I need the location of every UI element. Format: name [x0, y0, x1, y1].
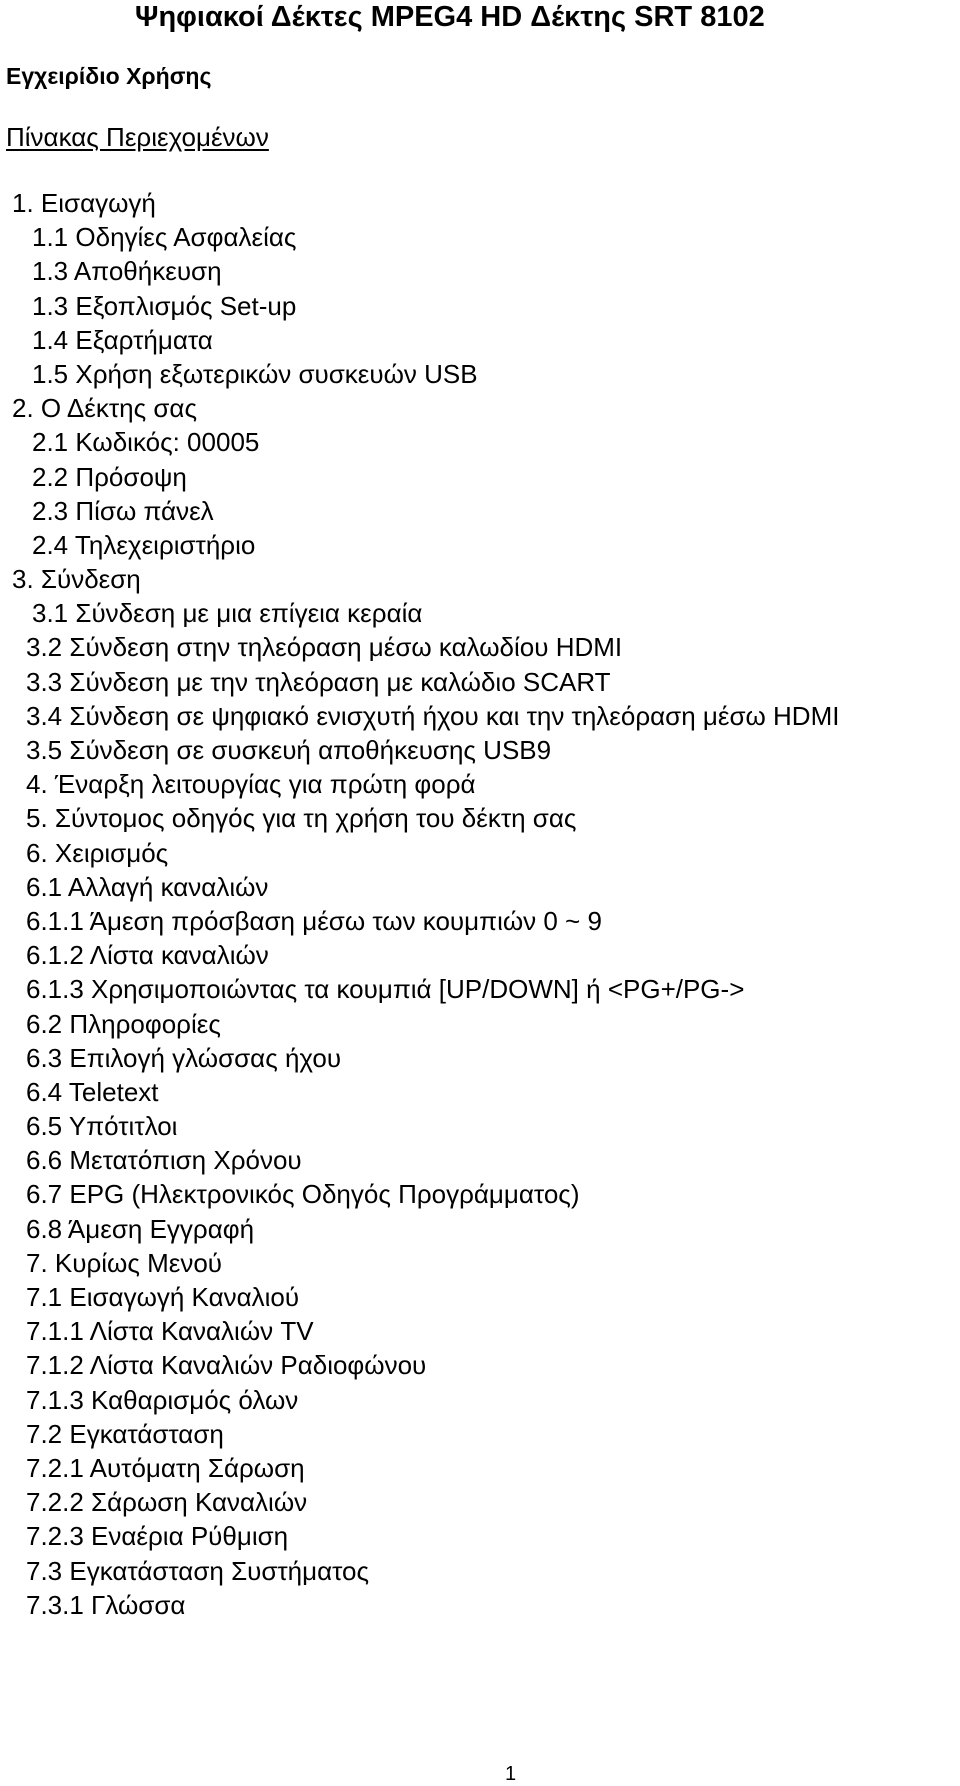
toc-item: 6.4 Teletext — [26, 1076, 159, 1107]
toc-item: 7.1.1 Λίστα Καναλιών TV — [26, 1316, 314, 1347]
toc-item: 1.5 Χρήση εξωτερικών συσκευών USB — [32, 358, 478, 389]
toc-item: 6.3 Επιλογή γλώσσας ήχου — [26, 1042, 342, 1073]
toc-item: 2.1 Κωδικός: 00005 — [32, 427, 260, 458]
toc-item: 4. Έναρξη λειτουργίας για πρώτη φορά — [26, 769, 476, 800]
toc-item: 2.2 Πρόσοψη — [32, 461, 187, 492]
page-number: 1 — [505, 1763, 517, 1785]
toc-item: 2.4 Τηλεχειριστήριο — [32, 529, 256, 560]
toc-item: 7.3 Εγκατάσταση Συστήματος — [26, 1555, 370, 1586]
toc-item: 3.3 Σύνδεση με την τηλεόραση με καλώδιο SCART — [26, 666, 611, 697]
toc-item: 3.5 Σύνδεση σε συσκευή αποθήκευσης USB9 — [26, 735, 552, 765]
toc-item: 7.3.1 Γλώσσα — [26, 1589, 186, 1620]
toc-item: 7.1.2 Λίστα Καναλιών Ραδιοφώνου — [26, 1350, 427, 1381]
toc-item: 1. Εισαγωγή — [12, 188, 156, 218]
toc-item: 2.3 Πίσω πάνελ — [32, 495, 214, 526]
toc-item: 6. Χειρισμός — [26, 837, 169, 868]
toc-item: 7.2.2 Σάρωση Καναλιών — [26, 1487, 308, 1518]
toc-item: 6.1.3 Χρησιμοποιώντας τα κουμπιά [UP/DOWN] ή <PG+/PG-> — [26, 974, 745, 1005]
toc-item: 7.1 Εισαγωγή Καναλιού — [26, 1282, 300, 1312]
toc-item: 5. Σύντομος οδηγός για τη χρήση του δέκτη σας — [26, 803, 577, 834]
toc-item: 7.2 Εγκατάσταση — [26, 1418, 224, 1449]
toc-item: 1.3 Εξοπλισμός Set-up — [32, 290, 297, 321]
toc-item: 6.7 EPG (Ηλεκτρονικός Οδηγός Προγράμματος) — [26, 1179, 580, 1210]
toc-item: 6.6 Μετατόπιση Χρόνου — [26, 1145, 302, 1176]
document-title: Ψηφιακοί Δέκτες MPEG4 HD Δέκτης SRT 8102 — [135, 1, 765, 33]
toc-item: 6.2 Πληροφορίες — [26, 1008, 221, 1039]
toc-item: 6.8 Άμεση Εγγραφή — [26, 1213, 255, 1244]
toc-item: 7.1.3 Καθαρισμός όλων — [26, 1384, 299, 1415]
toc-item: 3. Σύνδεση — [12, 564, 141, 595]
toc-item: 1.3 Αποθήκευση — [32, 256, 222, 287]
toc-item: 3.2 Σύνδεση στην τηλεόραση μέσω καλωδίου HDMI — [26, 632, 623, 663]
toc-item: 6.5 Υπότιτλοι — [26, 1111, 178, 1142]
toc-item: 3.4 Σύνδεση σε ψηφιακό ενισχυτή ήχου και την τηλεόραση μέσω HDMI — [26, 700, 840, 731]
toc-item: 6.1.1 Άμεση πρόσβαση μέσω των κουμπιών 0 ~ 9 — [26, 905, 602, 936]
toc-item: 6.1.2 Λίστα καναλιών — [26, 940, 269, 971]
toc-item: 1.1 Οδηγίες Ασφαλείας — [32, 222, 297, 253]
table-of-contents — [0, 186, 839, 1622]
toc-item: 3.1 Σύνδεση με μια επίγεια κεραία — [32, 598, 423, 629]
toc-item: 1.4 Εξαρτήματα — [32, 324, 213, 355]
toc-item: 7.2.1 Αυτόματη Σάρωση — [26, 1452, 305, 1483]
toc-heading: Πίνακας Περιεχομένων — [6, 122, 269, 152]
toc-item: 6.1 Αλλαγή καναλιών — [26, 871, 269, 902]
toc-item: 7. Κυρίως Μενού — [26, 1247, 223, 1278]
toc-item: 2. Ο Δέκτης σας — [12, 393, 197, 424]
document-subtitle: Εγχειρίδιο Χρήσης — [6, 63, 212, 89]
toc-item: 7.2.3 Εναέρια Ρύθμιση — [26, 1521, 289, 1552]
